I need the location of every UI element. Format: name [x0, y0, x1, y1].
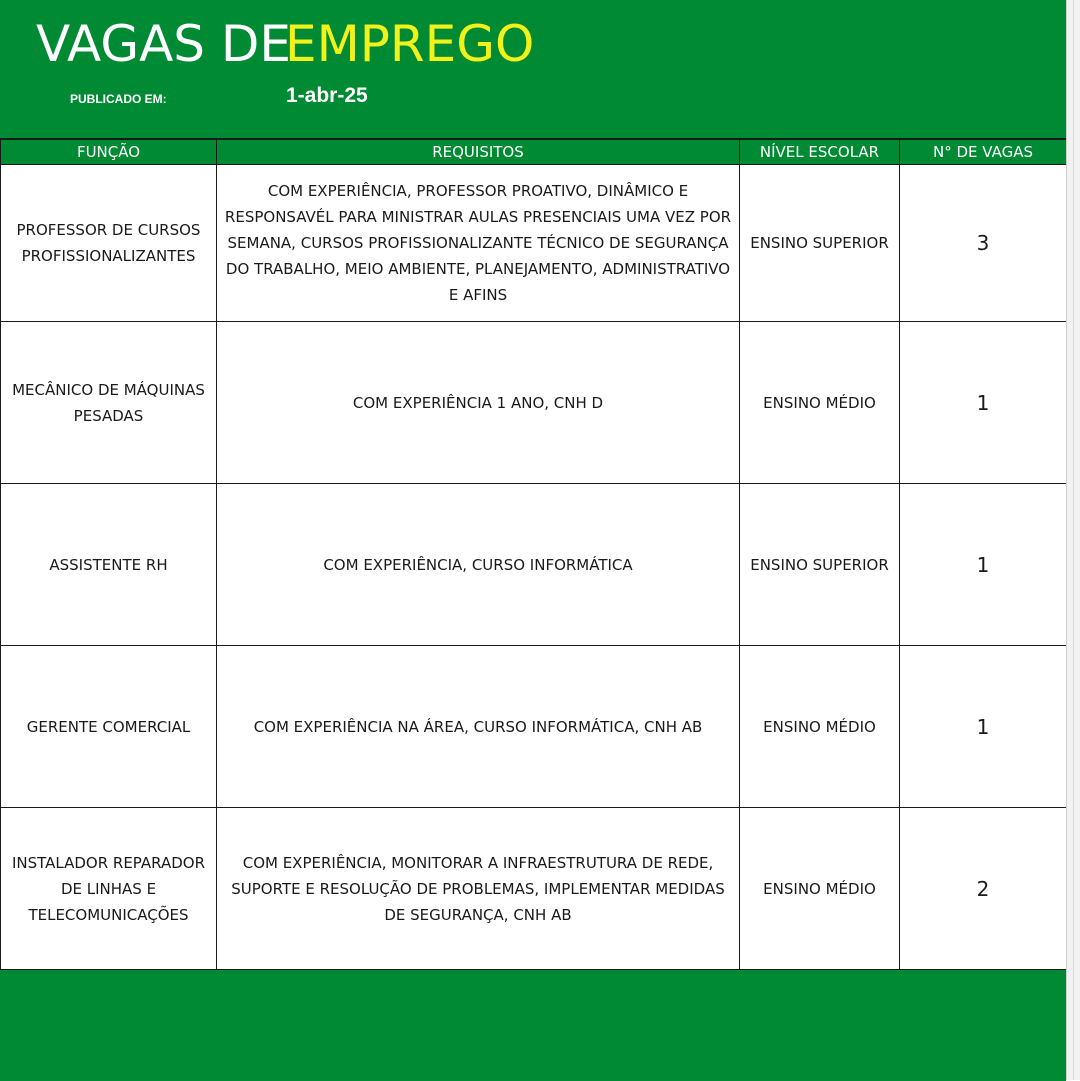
cell-requisitos: COM EXPERIÊNCIA, PROFESSOR PROATIVO, DINÂMICO E RESPONSAVÉL PARA MINISTRAR AULAS PRESENCIAIS UMA VEZ POR SEMANA, CURSOS PROFISSIONALIZANTE TÉCNICO DE SEGURANÇA DO TRABALHO, MEIO AMBIENTE, PLANEJAMENTO, ADMINISTRATIVO E AFINS [217, 165, 740, 322]
table-row [1, 165, 1067, 322]
title-emprego: EMPREGO [285, 15, 535, 73]
cell-funcao: GERENTE COMERCIAL [1, 646, 217, 808]
cell-vagas: 1 [900, 646, 1067, 808]
cell-vagas: 1 [900, 484, 1067, 646]
cell-nivel: ENSINO MÉDIO [740, 322, 900, 484]
table-row [1, 808, 1067, 970]
cell-nivel: ENSINO SUPERIOR [740, 165, 900, 322]
cell-requisitos: COM EXPERIÊNCIA, CURSO INFORMÁTICA [217, 484, 740, 646]
column-header-nivel: NÍVEL ESCOLAR [740, 140, 900, 165]
column-header-vagas: N° DE VAGAS [900, 140, 1067, 165]
cell-requisitos: COM EXPERIÊNCIA NA ÁREA, CURSO INFORMÁTICA, CNH AB [217, 646, 740, 808]
header-banner [0, 0, 1066, 139]
column-header-funcao: FUNÇÃO [1, 140, 217, 165]
column-header-requisitos: REQUISITOS [217, 140, 740, 165]
published-label: PUBLICADO EM: [70, 92, 167, 106]
right-edge-strip [1066, 0, 1080, 1080]
cell-requisitos: COM EXPERIÊNCIA 1 ANO, CNH D [217, 322, 740, 484]
table-row [1, 646, 1067, 808]
cell-funcao: INSTALADOR REPARADOR DE LINHAS E TELECOMUNICAÇÕES [1, 808, 217, 970]
footer-banner [0, 969, 1066, 1081]
cell-nivel: ENSINO MÉDIO [740, 646, 900, 808]
table-header-row [1, 140, 1067, 165]
title-vagas-de: VAGAS DE [36, 15, 292, 73]
published-date: 1-abr-25 [286, 84, 368, 107]
cell-funcao: PROFESSOR DE CURSOS PROFISSIONALIZANTES [1, 165, 217, 322]
cell-funcao: MECÂNICO DE MÁQUINAS PESADAS [1, 322, 217, 484]
cell-funcao: ASSISTENTE RH [1, 484, 217, 646]
cell-vagas: 3 [900, 165, 1067, 322]
table-row [1, 322, 1067, 484]
cell-vagas: 1 [900, 322, 1067, 484]
cell-vagas: 2 [900, 808, 1067, 970]
cell-requisitos: COM EXPERIÊNCIA, MONITORAR A INFRAESTRUTURA DE REDE, SUPORTE E RESOLUÇÃO DE PROBLEMAS, IMPLEMENTAR MEDIDAS DE SEGURANÇA, CNH AB [217, 808, 740, 970]
table-row [1, 484, 1067, 646]
jobs-table [0, 139, 1067, 970]
cell-nivel: ENSINO MÉDIO [740, 808, 900, 970]
cell-nivel: ENSINO SUPERIOR [740, 484, 900, 646]
